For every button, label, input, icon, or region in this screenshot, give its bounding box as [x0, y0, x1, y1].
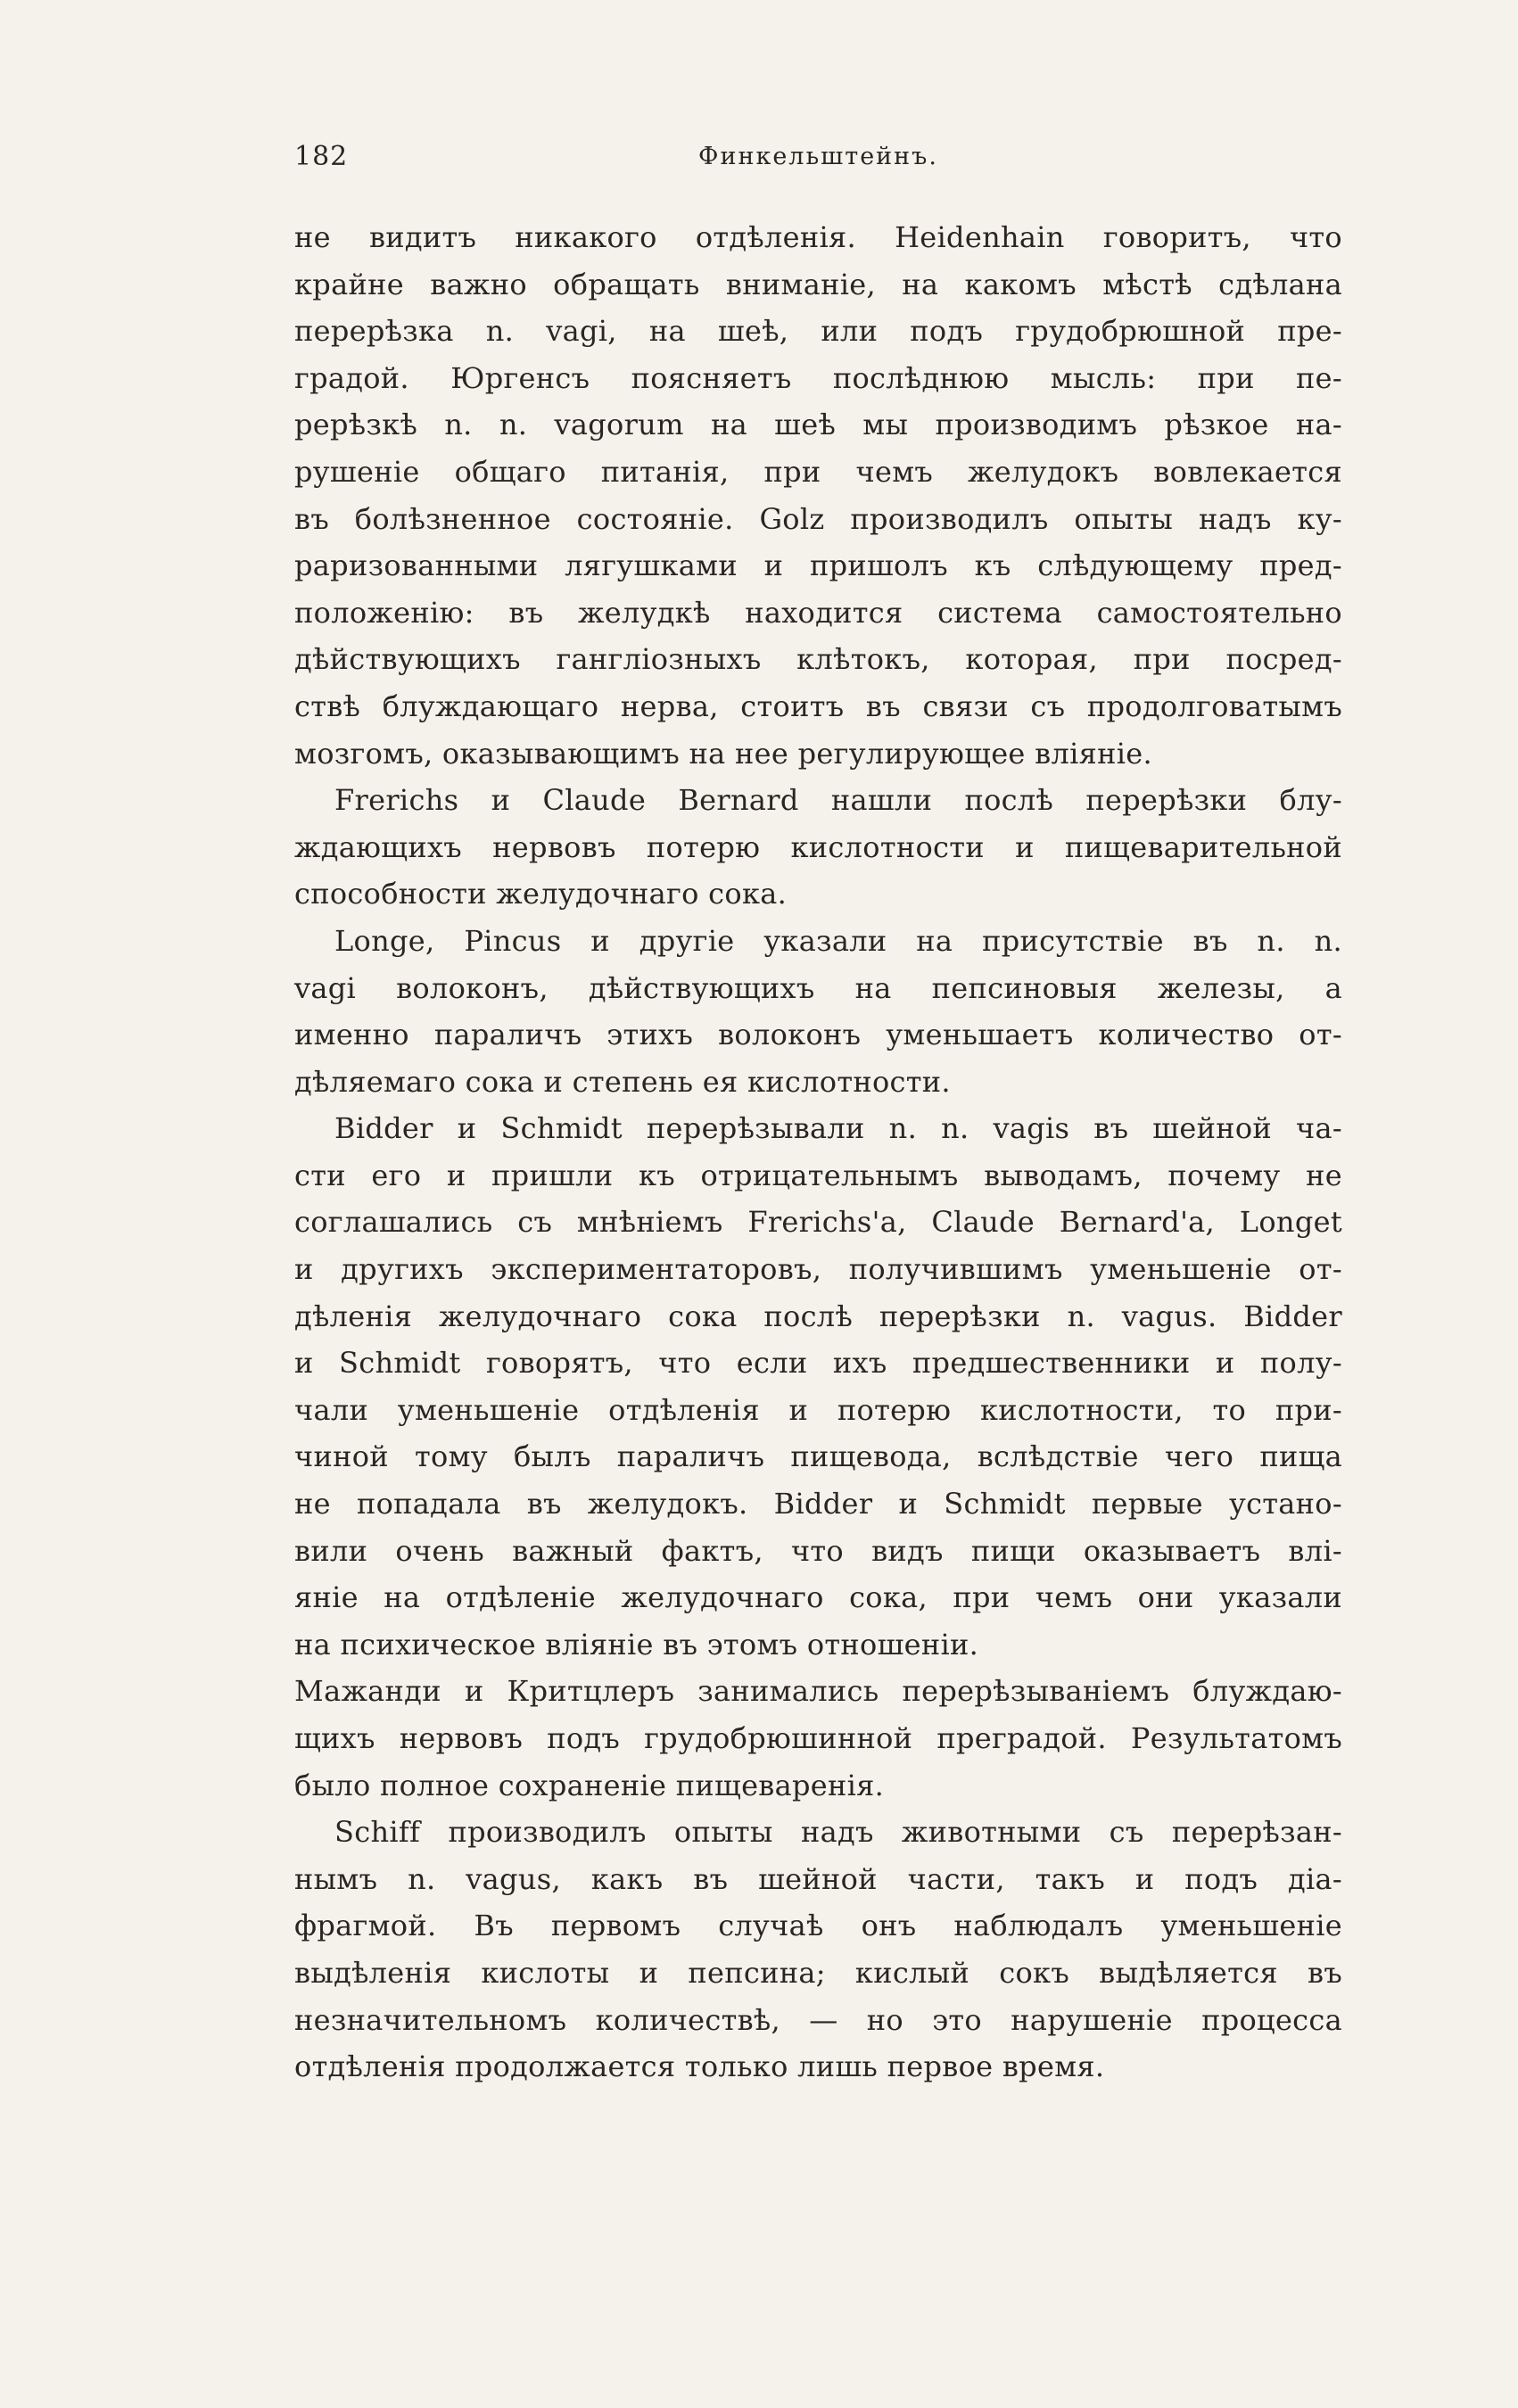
text-line: вили очень важный фактъ, что видъ пищи оказываетъ влі- [294, 1533, 1342, 1568]
text-line: рушеніе общаго питанія, при чемъ желудокъ вовлекается [294, 454, 1342, 489]
text-line: дѣйствующихъ гангліозныхъ клѣтокъ, которая, при посред- [294, 642, 1342, 677]
text-line: выдѣленія кислоты и пепсина; кислый сокъ выдѣляется въ [294, 1955, 1342, 1990]
text-line: было полное сохраненіе пищеваренія. [294, 1768, 885, 1802]
text-line: раризованными лягушками и пришолъ къ слѣдующему пред- [294, 548, 1342, 583]
text-line: способности желудочнаго сока. [294, 877, 788, 911]
text-line: нымъ n. vagus, какъ въ шейной части, такъ и подъ діа- [294, 1861, 1342, 1896]
text-line: Frerichs и Claude Bernard нашли послѣ перерѣзки блу- [334, 783, 1342, 818]
running-head: Финкельштейнъ. [698, 143, 938, 170]
text-line: градой. Юргенсъ поясняетъ послѣднюю мысль: при пе- [294, 360, 1342, 395]
text-line: Bidder и Schmidt перерѣзывали n. n. vagis въ шейной ча- [334, 1111, 1342, 1146]
text-line: vagi волоконъ, дѣйствующихъ на пепсиновыя железы, а [294, 970, 1342, 1005]
text-line: крайне важно обращать вниманіе, на какомъ мѣстѣ сдѣлана [294, 267, 1342, 301]
text-line: перерѣзка n. vagi, на шеѣ, или подъ грудобрюшной пре- [294, 314, 1342, 349]
text-line: сти его и пришли къ отрицательнымъ выводамъ, почему не [294, 1158, 1342, 1192]
text-line: и другихъ экспериментаторовъ, получившимъ уменьшеніе от- [294, 1252, 1342, 1287]
text-line: на психическое вліяніе въ этомъ отношеніи. [294, 1627, 979, 1662]
text-line: Мажанди и Критцлеръ занимались перерѣзываніемъ блуждаю- [294, 1674, 1342, 1709]
text-line: соглашались съ мнѣніемъ Frerichs'а, Claude Bernard'а, Longet [294, 1205, 1342, 1240]
body-text [294, 214, 1342, 2091]
text-line: незначительномъ количествѣ, — но это нарушеніе процесса [294, 2002, 1342, 2037]
text-line: ствѣ блуждающаго нерва, стоитъ въ связи съ продолговатымъ [294, 689, 1342, 723]
text-line: и Schmidt говорятъ, что если ихъ предшественники и полу- [294, 1346, 1342, 1381]
text-line: чиной тому былъ параличъ пищевода, вслѣдствіе чего пища [294, 1439, 1342, 1474]
text-line: именно параличъ этихъ волоконъ уменьшаетъ количество от- [294, 1018, 1342, 1052]
text-line: дѣляемаго сока и степень ея кислотности. [294, 1064, 951, 1099]
text-line: щихъ нервовъ подъ грудобрюшинной преградой. Результатомъ [294, 1721, 1342, 1755]
page-header [294, 141, 1342, 177]
text-line: Longe, Pincus и другіе указали на присутствіе въ n. n. [334, 923, 1342, 958]
text-line: въ болѣзненное состояніе. Golz производилъ опыты надъ ку- [294, 501, 1342, 536]
text-line: положенію: въ желудкѣ находится система самостоятельно [294, 595, 1342, 630]
text-line: рерѣзкѣ n. n. vagorum на шеѣ мы производимъ рѣзкое на- [294, 408, 1342, 442]
text-line: ждающихъ нервовъ потерю кислотности и пищеварительной [294, 829, 1342, 864]
text-line: фрагмой. Въ первомъ случаѣ онъ наблюдалъ уменьшеніе [294, 1909, 1342, 1943]
text-line: не попадала въ желудокъ. Bidder и Schmidt первые устано- [294, 1487, 1342, 1521]
text-line: яніе на отдѣленіе желудочнаго сока, при чемъ они указали [294, 1580, 1342, 1615]
text-line: отдѣленія продолжается только лишь первое время. [294, 2049, 1105, 2084]
text-line: Schiff производилъ опыты надъ животными съ перерѣзан- [334, 1815, 1342, 1850]
text-line: дѣленія желудочнаго сока послѣ перерѣзки n. vagus. Bidder [294, 1299, 1342, 1333]
text-line: не видитъ никакого отдѣленія. Heidenhain говоритъ, что [294, 220, 1342, 254]
page-number: 182 [294, 141, 349, 172]
text-line: чали уменьшеніе отдѣленія и потерю кислотности, то при- [294, 1392, 1342, 1427]
text-line: мозгомъ, оказывающимъ на нее регулирующее вліяніе. [294, 736, 1152, 771]
